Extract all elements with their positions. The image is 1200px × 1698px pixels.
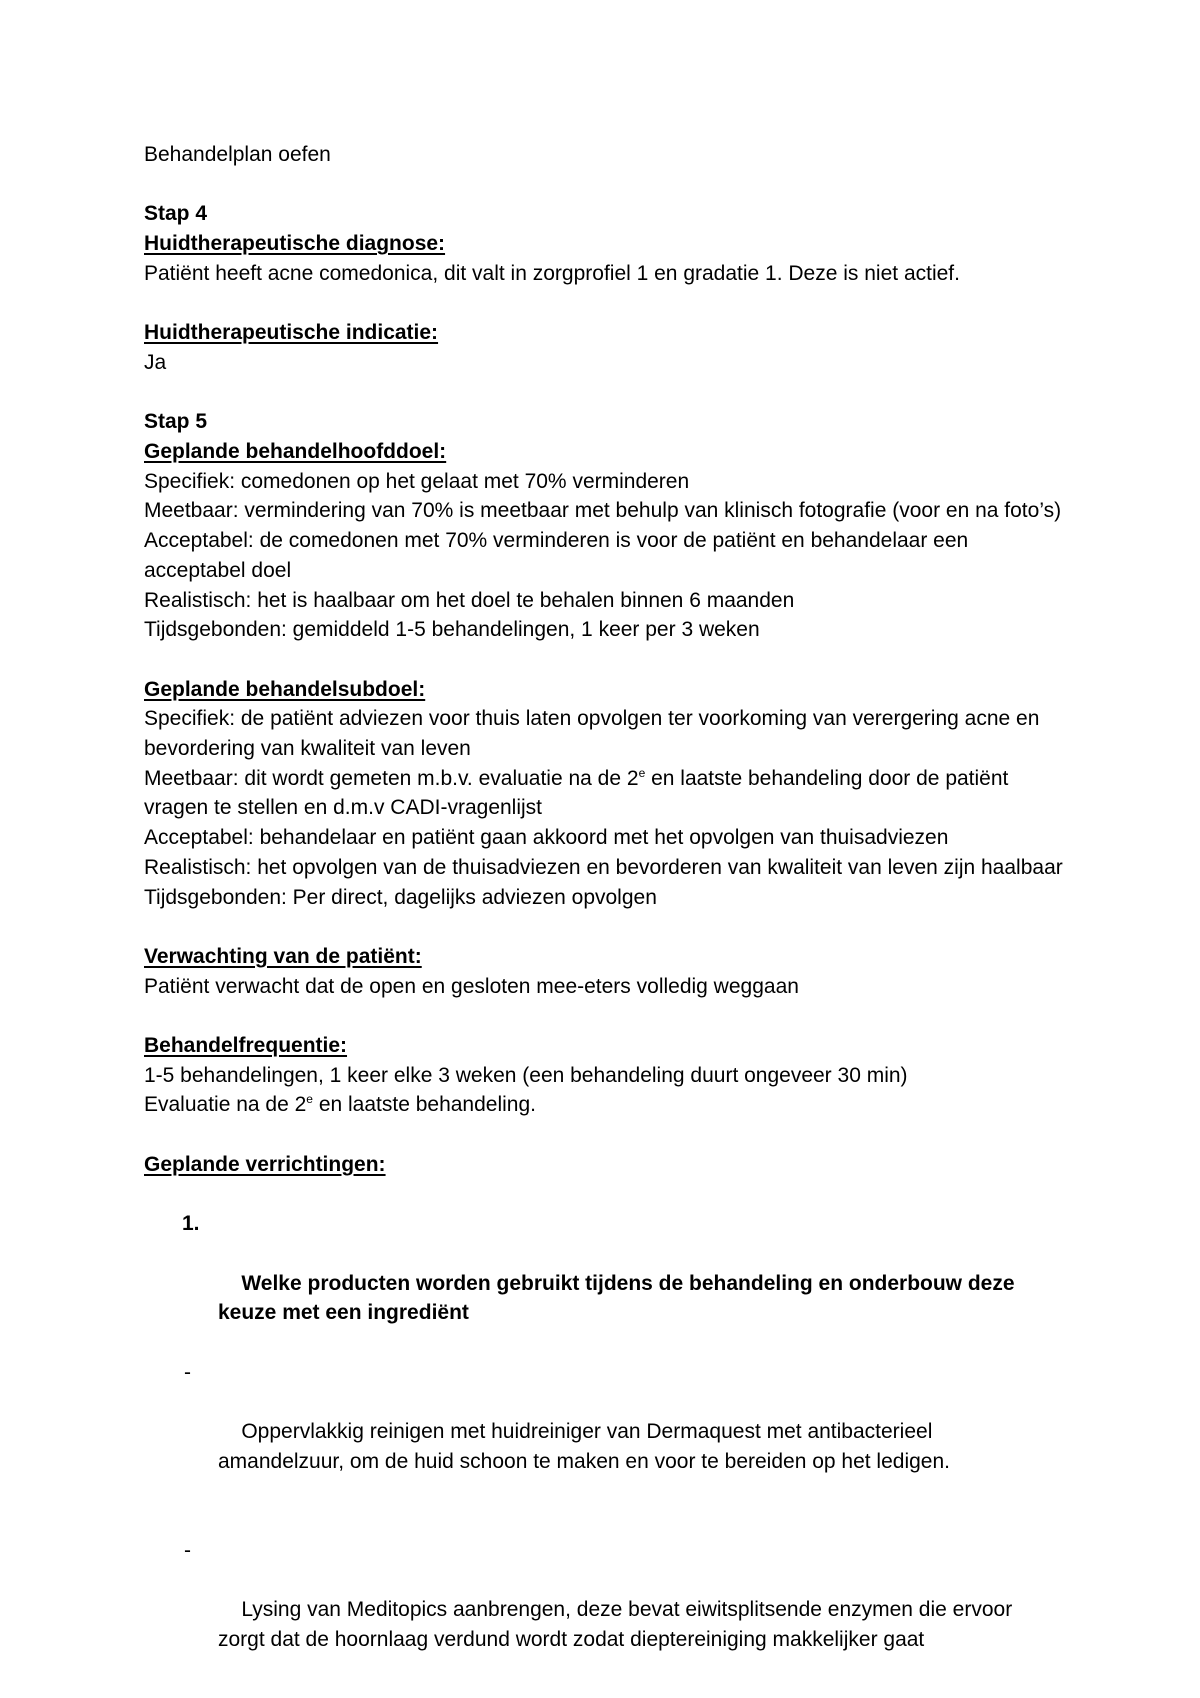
frequentie-line2-pre: Evaluatie na de 2 <box>144 1093 307 1117</box>
hoofddoel-realistisch: Realistisch: het is haalbaar om het doel te behalen binnen 6 maanden <box>144 588 795 612</box>
subdoel-specifiek: Specifiek: de patiënt adviezen voor thuis laten opvolgen ter voorkoming van verergering acne en bevordering van kwaliteit van leven <box>144 707 1046 760</box>
stap5-heading: Stap 5 <box>144 410 208 434</box>
hoofddoel-tijdsgebonden: Tijdsgebonden: gemiddeld 1-5 behandelingen, 1 keer per 3 weken <box>144 618 760 642</box>
ordinal-superscript: e <box>306 1092 313 1107</box>
stap4-heading: Stap 4 <box>144 202 208 226</box>
bullet-item <box>144 1536 1064 1685</box>
diagnose-text: Patiënt heeft acne comedonica, dit valt in zorgprofiel 1 en gradatie 1. Deze is niet actief. <box>144 261 960 285</box>
verwachting-label: Verwachting van de patiënt: <box>144 944 422 968</box>
subdoel-realistisch: Realistisch: het opvolgen van de thuisadviezen en bevorderen van kwaliteit van leven zijn haalbaar <box>144 855 1063 879</box>
indicatie-text: Ja <box>144 350 167 374</box>
verwachting-text: Patiënt verwacht dat de open en gesloten mee-eters volledig weggaan <box>144 974 799 998</box>
verrichtingen-label: Geplande verrichtingen: <box>144 1152 386 1176</box>
document-title: Behandelplan oefen <box>144 143 331 166</box>
dash-bullet: - <box>184 1538 191 1562</box>
numbered-list-item <box>144 1209 1064 1358</box>
ordinal-superscript: e <box>638 765 646 780</box>
list-number: 1. <box>182 1212 200 1236</box>
subdoel-tijdsgebonden: Tijdsgebonden: Per direct, dagelijks adviezen opvolgen <box>144 885 657 909</box>
diagnose-label: Huidtherapeutische diagnose: <box>144 232 446 256</box>
frequentie-line1: 1-5 behandelingen, 1 keer elke 3 weken (een behandeling duurt ongeveer 30 min) <box>144 1063 908 1087</box>
bullet-text: Oppervlakkig reinigen met huidreiniger van Dermaquest met antibacterieel amandelzuur, om de huid schoon te maken en voor te bereiden op het ledigen. <box>218 1420 950 1473</box>
document-page <box>144 140 1064 1684</box>
hoofddoel-specifiek: Specifiek: comedonen op het gelaat met 70% verminderen <box>144 469 690 493</box>
subdoel-acceptabel: Acceptabel: behandelaar en patiënt gaan akkoord met het opvolgen van thuisadviezen <box>144 826 949 850</box>
frequentie-label: Behandelfrequentie: <box>144 1034 348 1057</box>
frequentie-line2 <box>144 1090 1064 1120</box>
subdoel-meetbaar <box>144 764 1064 823</box>
subdoel-meetbaar-post: en laatste behandeling door de patiënt vragen te stellen en d.m.v CADI-vragenlijst <box>144 766 1015 820</box>
subdoel-meetbaar-pre: Meetbaar: dit wordt gemeten m.b.v. evaluatie na de 2 <box>144 766 639 790</box>
hoofddoel-meetbaar: Meetbaar: vermindering van 70% is meetbaar met behulp van klinisch fotografie (voor en na foto’s) <box>144 499 1062 523</box>
dash-bullet: - <box>184 1360 191 1384</box>
subdoel-label: Geplande behandelsubdoel: <box>144 677 426 701</box>
frequentie-line2-post: en laatste behandeling. <box>312 1093 536 1117</box>
hoofddoel-acceptabel: Acceptabel: de comedonen met 70% verminderen is voor de patiënt en behandelaar een acceptabel doel <box>144 529 975 582</box>
hoofddoel-label: Geplande behandelhoofddoel: <box>144 439 447 463</box>
bullet-text: Lysing van Meditopics aanbrengen, deze bevat eiwitsplitsende enzymen die ervoor zorgt dat de hoornlaag verdund wordt zodat dieptereiniging makkelijker gaat <box>218 1598 1019 1652</box>
indicatie-label: Huidtherapeutische indicatie: <box>144 321 439 345</box>
bullet-item <box>144 1358 1064 1507</box>
list-item-text: Welke producten worden gebruikt tijdens de behandeling en onderbouw deze keuze met een ingrediënt <box>218 1271 1021 1325</box>
